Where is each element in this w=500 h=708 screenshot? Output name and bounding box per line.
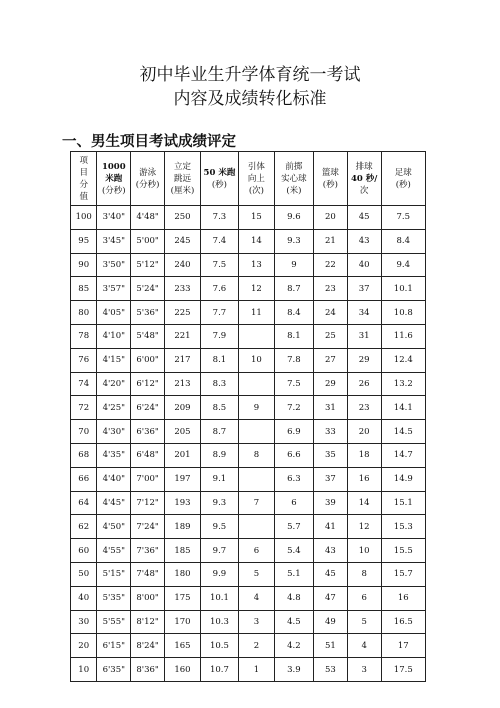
table-cell: 9	[238, 396, 274, 420]
table-cell: 197	[165, 467, 201, 491]
table-cell: 165	[165, 634, 201, 658]
table-cell: 20	[313, 206, 347, 230]
column-header-text: 立定	[173, 161, 191, 172]
table-row	[71, 396, 426, 420]
table-cell: 37	[313, 467, 347, 491]
column-header	[200, 152, 238, 206]
table-cell: 6'12"	[131, 372, 165, 396]
table-row	[71, 420, 426, 444]
table-cell: 5'15"	[97, 562, 131, 586]
table-cell: 8'00"	[131, 586, 165, 610]
table-cell: 160	[165, 658, 201, 682]
table-row	[71, 562, 426, 586]
score-cell: 72	[71, 396, 97, 420]
table-cell: 209	[165, 396, 201, 420]
table-cell: 8	[238, 443, 274, 467]
table-cell: 24	[313, 301, 347, 325]
table-row	[71, 372, 426, 396]
table-cell: 7.2	[274, 396, 313, 420]
table-cell: 10.1	[381, 277, 425, 301]
column-header	[71, 152, 97, 206]
table-cell: 15.3	[381, 515, 425, 539]
table-cell: 5.7	[274, 515, 313, 539]
table-cell: 10	[347, 539, 381, 563]
table-cell: 8.7	[274, 277, 313, 301]
table-cell: 31	[347, 324, 381, 348]
table-cell: 6'00"	[131, 348, 165, 372]
score-conversion-table	[70, 151, 426, 682]
table-cell: 3'45"	[97, 229, 131, 253]
table-header-row	[71, 152, 426, 206]
table-cell: 8.4	[381, 229, 425, 253]
table-cell: 9.9	[200, 562, 238, 586]
table-cell: 45	[347, 206, 381, 230]
column-header	[97, 152, 131, 206]
table-cell: 4'40"	[97, 467, 131, 491]
table-cell: 7.9	[200, 324, 238, 348]
table-cell: 7.7	[200, 301, 238, 325]
score-cell: 95	[71, 229, 97, 253]
table-cell: 29	[313, 372, 347, 396]
table-row	[71, 467, 426, 491]
document-title-line2: 内容及成绩转化标准	[173, 89, 327, 109]
column-header-text: 50 米跑	[203, 167, 236, 178]
table-cell: 12	[238, 277, 274, 301]
table-cell: 5.1	[274, 562, 313, 586]
table-cell: 45	[313, 562, 347, 586]
table-row	[71, 348, 426, 372]
column-header-text: 目	[79, 167, 88, 178]
table-cell: 15.1	[381, 491, 425, 515]
score-cell: 100	[71, 206, 97, 230]
table-cell: 10.5	[200, 634, 238, 658]
table-cell: 7.3	[200, 206, 238, 230]
score-cell: 90	[71, 253, 97, 277]
table-cell: 7'24"	[131, 515, 165, 539]
table-cell: 6.3	[274, 467, 313, 491]
table-cell: 43	[313, 539, 347, 563]
table-cell: 53	[313, 658, 347, 682]
column-header	[165, 152, 201, 206]
table-cell: 9.3	[200, 491, 238, 515]
score-cell: 80	[71, 301, 97, 325]
table-cell: 29	[347, 348, 381, 372]
table-cell	[238, 515, 274, 539]
table-cell: 7.6	[200, 277, 238, 301]
column-header	[313, 152, 347, 206]
table-cell: 20	[347, 420, 381, 444]
table-cell: 16	[381, 586, 425, 610]
table-cell: 7.5	[381, 206, 425, 230]
column-header-text: 实心球	[281, 173, 307, 184]
score-cell: 64	[71, 491, 97, 515]
table-row	[71, 253, 426, 277]
table-cell: 14.9	[381, 467, 425, 491]
table-cell: 240	[165, 253, 201, 277]
table-cell: 6	[347, 586, 381, 610]
table-cell: 33	[313, 420, 347, 444]
table-cell: 8.9	[200, 443, 238, 467]
table-cell: 7.5	[200, 253, 238, 277]
table-cell: 7.8	[274, 348, 313, 372]
table-cell: 9.3	[274, 229, 313, 253]
column-header-text: (次)	[248, 185, 264, 196]
table-row	[71, 443, 426, 467]
table-cell: 8'24"	[131, 634, 165, 658]
table-cell: 213	[165, 372, 201, 396]
score-cell: 76	[71, 348, 97, 372]
column-header-text: (厘米)	[170, 185, 195, 196]
table-cell: 31	[313, 396, 347, 420]
column-header-text: 篮球	[321, 167, 339, 178]
column-header-text: (分秒)	[135, 179, 160, 190]
table-cell: 6'48"	[131, 443, 165, 467]
table-cell: 14	[347, 491, 381, 515]
table-cell: 6'36"	[131, 420, 165, 444]
table-cell: 4.2	[274, 634, 313, 658]
table-row	[71, 491, 426, 515]
column-header-text: 40 秒/	[350, 173, 378, 184]
column-header-text: 游泳	[139, 167, 157, 178]
table-cell: 8	[347, 562, 381, 586]
score-cell: 66	[71, 467, 97, 491]
table-cell: 8.5	[200, 396, 238, 420]
table-cell: 3	[238, 610, 274, 634]
table-cell: 23	[347, 396, 381, 420]
table-cell: 35	[313, 443, 347, 467]
column-header-text: 1000	[101, 161, 126, 172]
table-cell: 9.6	[274, 206, 313, 230]
table-cell: 5'48"	[131, 324, 165, 348]
table-row	[71, 515, 426, 539]
table-cell: 23	[313, 277, 347, 301]
table-cell: 14.5	[381, 420, 425, 444]
table-cell: 17.5	[381, 658, 425, 682]
table-cell: 4'35"	[97, 443, 131, 467]
table-cell: 3'40"	[97, 206, 131, 230]
table-cell: 7	[238, 491, 274, 515]
table-cell: 4'10"	[97, 324, 131, 348]
table-cell: 6'15"	[97, 634, 131, 658]
table-cell: 201	[165, 443, 201, 467]
column-header-text: 引体	[247, 161, 265, 172]
table-cell: 3'57"	[97, 277, 131, 301]
table-cell: 9.4	[381, 253, 425, 277]
table-cell: 49	[313, 610, 347, 634]
score-cell: 50	[71, 562, 97, 586]
table-cell: 3	[347, 658, 381, 682]
column-header-text: 米跑	[105, 173, 123, 184]
table-cell: 13	[238, 253, 274, 277]
table-cell: 15.5	[381, 539, 425, 563]
table-cell: 27	[313, 348, 347, 372]
table-cell: 12	[347, 515, 381, 539]
table-cell	[238, 420, 274, 444]
table-cell: 233	[165, 277, 201, 301]
table-cell: 8'36"	[131, 658, 165, 682]
table-cell: 11.6	[381, 324, 425, 348]
table-row	[71, 324, 426, 348]
column-header-text: 项	[79, 155, 88, 166]
score-cell: 20	[71, 634, 97, 658]
table-row	[71, 658, 426, 682]
table-row	[71, 206, 426, 230]
score-cell: 85	[71, 277, 97, 301]
table-cell: 4.8	[274, 586, 313, 610]
table-cell: 180	[165, 562, 201, 586]
table-cell: 3.9	[274, 658, 313, 682]
column-header	[238, 152, 274, 206]
table-cell: 205	[165, 420, 201, 444]
table-cell: 8.3	[200, 372, 238, 396]
table-cell: 6.9	[274, 420, 313, 444]
column-header-text: 跳远	[173, 173, 191, 184]
column-header	[381, 152, 425, 206]
table-cell: 221	[165, 324, 201, 348]
column-header-text: 足球	[394, 167, 412, 178]
table-cell: 12.4	[381, 348, 425, 372]
table-cell: 5	[238, 562, 274, 586]
section-heading: 一、男生项目考试成绩评定	[62, 134, 236, 150]
table-cell: 15.7	[381, 562, 425, 586]
table-row	[71, 610, 426, 634]
table-cell: 4'55"	[97, 539, 131, 563]
table-cell: 9.1	[200, 467, 238, 491]
table-cell: 1	[238, 658, 274, 682]
table-cell: 5'55"	[97, 610, 131, 634]
table-cell: 189	[165, 515, 201, 539]
table-cell: 6.6	[274, 443, 313, 467]
table-cell: 9	[274, 253, 313, 277]
table-cell: 170	[165, 610, 201, 634]
column-header-text: (秒)	[322, 179, 338, 190]
table-cell: 5.4	[274, 539, 313, 563]
score-cell: 74	[71, 372, 97, 396]
table-row	[71, 539, 426, 563]
table-cell: 8.4	[274, 301, 313, 325]
table-cell: 17	[381, 634, 425, 658]
table-cell: 175	[165, 586, 201, 610]
table-cell: 51	[313, 634, 347, 658]
table-cell: 4.5	[274, 610, 313, 634]
table-cell: 8.1	[200, 348, 238, 372]
score-cell: 70	[71, 420, 97, 444]
table-row	[71, 301, 426, 325]
table-cell: 10.1	[200, 586, 238, 610]
column-header-text: 次	[359, 185, 369, 196]
column-header	[347, 152, 381, 206]
table-cell	[238, 324, 274, 348]
table-cell: 4	[347, 634, 381, 658]
table-cell: 14.7	[381, 443, 425, 467]
table-cell: 21	[313, 229, 347, 253]
table-cell: 15	[238, 206, 274, 230]
table-cell: 4'05"	[97, 301, 131, 325]
table-body	[71, 206, 426, 682]
column-header-text: 前掷	[285, 161, 303, 172]
table-cell: 3'50"	[97, 253, 131, 277]
table-cell: 225	[165, 301, 201, 325]
table-cell	[238, 372, 274, 396]
table-cell: 193	[165, 491, 201, 515]
table-cell: 8.1	[274, 324, 313, 348]
table-cell: 7'12"	[131, 491, 165, 515]
table-cell: 8'12"	[131, 610, 165, 634]
column-header-text: 排球	[355, 161, 373, 172]
table-cell: 7'00"	[131, 467, 165, 491]
score-cell: 10	[71, 658, 97, 682]
table-cell: 8.7	[200, 420, 238, 444]
table-cell: 4	[238, 586, 274, 610]
table-cell: 16	[347, 467, 381, 491]
table-cell: 5'00"	[131, 229, 165, 253]
table-cell: 6	[274, 491, 313, 515]
table-cell: 7.4	[200, 229, 238, 253]
table-cell: 9.7	[200, 539, 238, 563]
score-cell: 62	[71, 515, 97, 539]
table-cell: 5'12"	[131, 253, 165, 277]
table-cell: 16.5	[381, 610, 425, 634]
table-cell: 10.8	[381, 301, 425, 325]
table-cell	[238, 467, 274, 491]
table-cell: 13.2	[381, 372, 425, 396]
table-cell: 40	[347, 253, 381, 277]
column-header	[131, 152, 165, 206]
table-cell: 10.3	[200, 610, 238, 634]
table-cell: 43	[347, 229, 381, 253]
table-cell: 6'35"	[97, 658, 131, 682]
table-cell: 11	[238, 301, 274, 325]
table-row	[71, 586, 426, 610]
table-cell: 5'24"	[131, 277, 165, 301]
column-header-text: 分	[79, 179, 88, 190]
table-cell: 10.7	[200, 658, 238, 682]
score-cell: 68	[71, 443, 97, 467]
table-cell: 2	[238, 634, 274, 658]
table-cell: 9.5	[200, 515, 238, 539]
column-header-text: (米)	[286, 185, 302, 196]
table-cell: 25	[313, 324, 347, 348]
score-cell: 40	[71, 586, 97, 610]
column-header-text: 值	[79, 191, 88, 202]
table-cell: 4'48"	[131, 206, 165, 230]
table-cell: 34	[347, 301, 381, 325]
document-title-line1: 初中毕业生升学体育统一考试	[139, 65, 361, 85]
table-cell: 18	[347, 443, 381, 467]
table-cell: 5'36"	[131, 301, 165, 325]
column-header-text: 向上	[247, 173, 265, 184]
score-cell: 30	[71, 610, 97, 634]
table-cell: 5	[347, 610, 381, 634]
table-cell: 14.1	[381, 396, 425, 420]
table-cell: 217	[165, 348, 201, 372]
score-cell: 78	[71, 324, 97, 348]
table-cell: 7'48"	[131, 562, 165, 586]
table-cell: 6	[238, 539, 274, 563]
column-header	[274, 152, 313, 206]
score-cell: 60	[71, 539, 97, 563]
table-cell: 245	[165, 229, 201, 253]
table-cell: 4'45"	[97, 491, 131, 515]
column-header-text: (秒)	[395, 179, 411, 190]
table-cell: 4'25"	[97, 396, 131, 420]
table-row	[71, 229, 426, 253]
table-cell: 5'35"	[97, 586, 131, 610]
table-cell: 26	[347, 372, 381, 396]
table-cell: 4'50"	[97, 515, 131, 539]
table-row	[71, 277, 426, 301]
table-cell: 10	[238, 348, 274, 372]
table-cell: 7'36"	[131, 539, 165, 563]
table-cell: 7.5	[274, 372, 313, 396]
table-cell: 6'24"	[131, 396, 165, 420]
table-cell: 39	[313, 491, 347, 515]
table-cell: 22	[313, 253, 347, 277]
table-cell: 37	[347, 277, 381, 301]
table-cell: 4'30"	[97, 420, 131, 444]
column-header-text: (分秒)	[101, 185, 126, 196]
table-cell: 4'20"	[97, 372, 131, 396]
column-header-text: (秒)	[211, 179, 227, 190]
table-row	[71, 634, 426, 658]
table-cell: 14	[238, 229, 274, 253]
table-cell: 41	[313, 515, 347, 539]
table-cell: 185	[165, 539, 201, 563]
table-cell: 250	[165, 206, 201, 230]
table-cell: 47	[313, 586, 347, 610]
table-cell: 4'15"	[97, 348, 131, 372]
